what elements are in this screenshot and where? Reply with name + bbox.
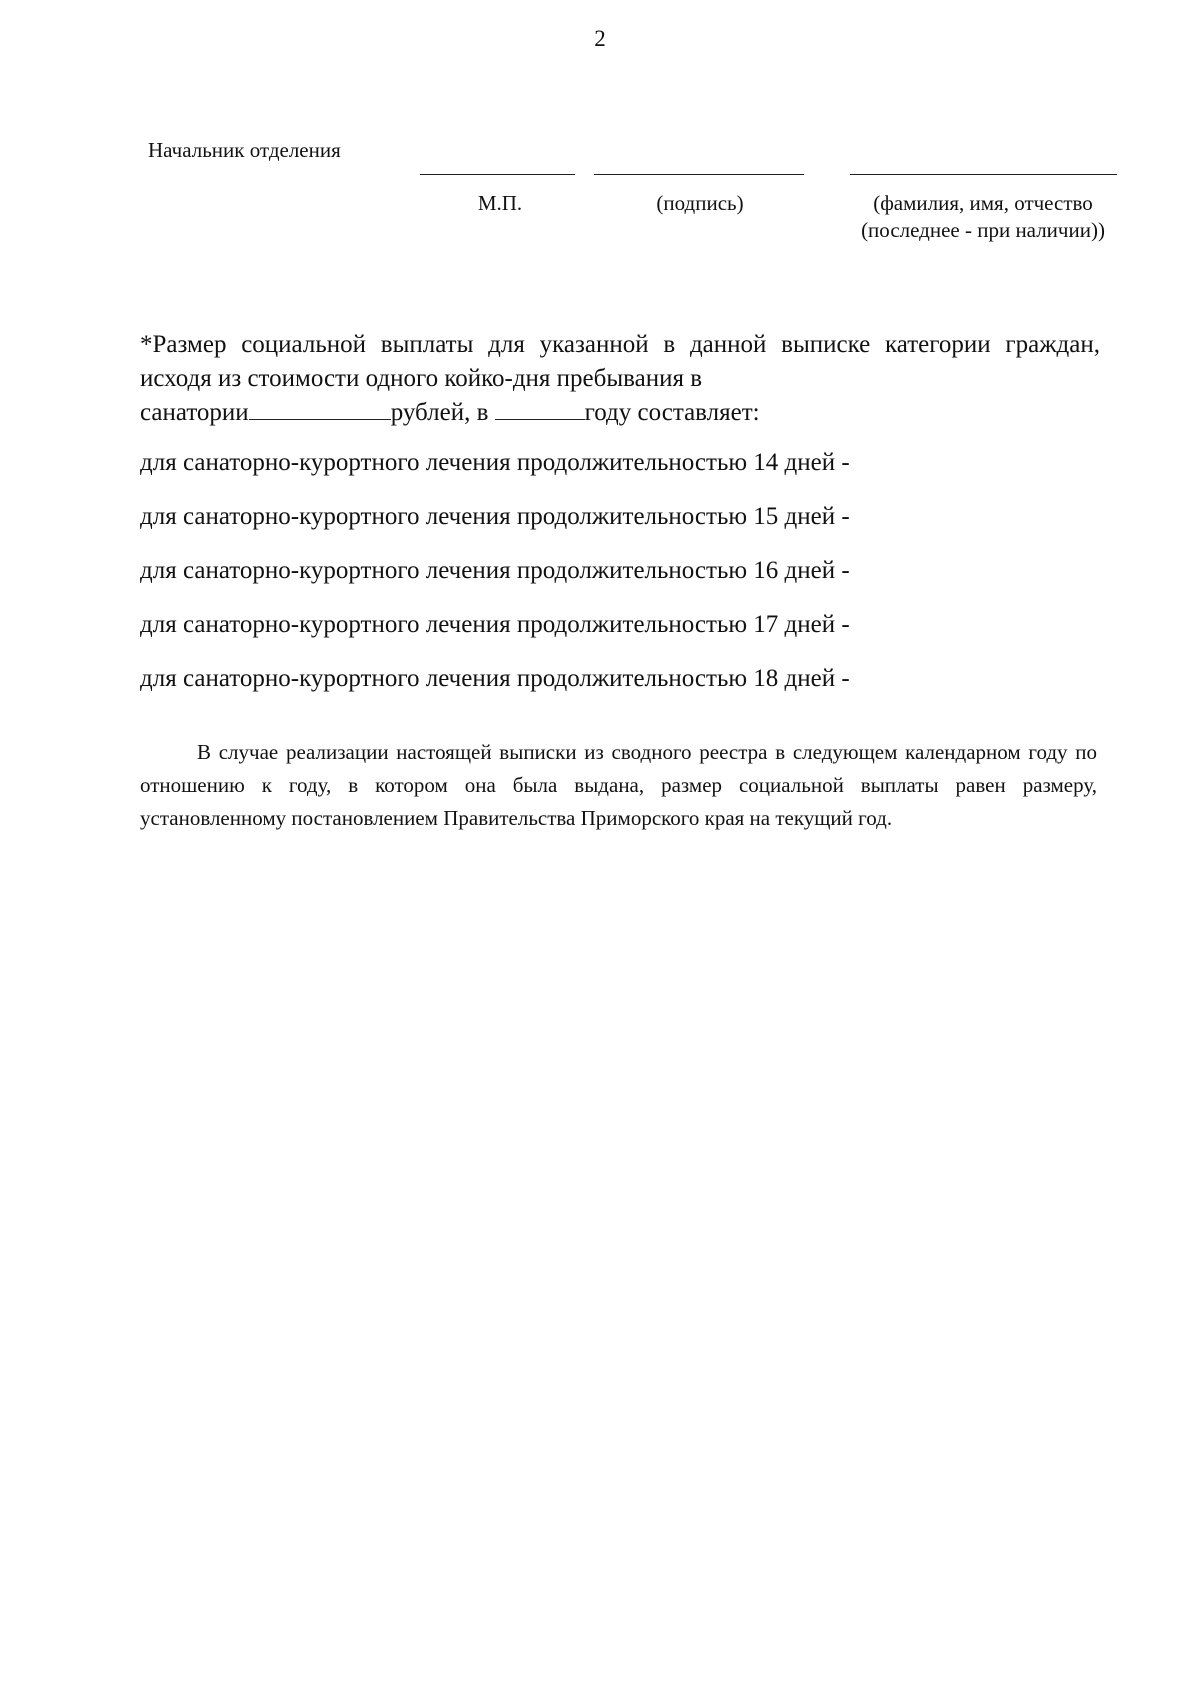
sanatorium-label: санатории bbox=[140, 399, 249, 426]
signature-caption: (подпись) bbox=[656, 191, 744, 215]
payment-note-line bbox=[140, 396, 760, 430]
duration-item-17: для санаторно-курортного лечения продолжительностью 17 дней - bbox=[140, 611, 850, 638]
cost-blank-field[interactable] bbox=[249, 397, 391, 420]
duration-item-18: для санаторно-курортного лечения продолжительностью 18 дней - bbox=[140, 665, 850, 692]
year-label: году составляет: bbox=[584, 399, 760, 426]
payment-note-intro: *Размер социальной выплаты для указанной в данной выписке категории граждан, исходя из стоимости одного койко-дня пребывания в bbox=[140, 331, 1100, 392]
name-line bbox=[850, 174, 1117, 175]
name-caption: (фамилия, имя, отчество (последнее - при наличии)) bbox=[861, 191, 1105, 242]
position-title: Начальник отделения bbox=[148, 138, 341, 162]
duration-item-14: для санаторно-курортного лечения продолжительностью 14 дней - bbox=[140, 449, 850, 476]
stamp-line bbox=[420, 174, 575, 175]
duration-item-16: для санаторно-курортного лечения продолжительностью 16 дней - bbox=[140, 557, 850, 584]
signature-line bbox=[594, 174, 804, 175]
footnote-paragraph: В случае реализации настоящей выписки из сводного реестра в следующем календарном году по отношению к году, в котором она была выдана, размер социальной выплаты равен размеру, установленному постановлением Правительства Приморского края на текущий год. bbox=[140, 740, 1097, 830]
page-number: 2 bbox=[594, 26, 606, 51]
duration-list bbox=[140, 446, 850, 716]
rubles-label: рублей, в bbox=[390, 399, 489, 426]
duration-item-15: для санаторно-курортного лечения продолжительностью 15 дней - bbox=[140, 503, 850, 530]
year-blank-field[interactable] bbox=[495, 397, 585, 420]
stamp-caption: М.П. bbox=[477, 191, 523, 215]
